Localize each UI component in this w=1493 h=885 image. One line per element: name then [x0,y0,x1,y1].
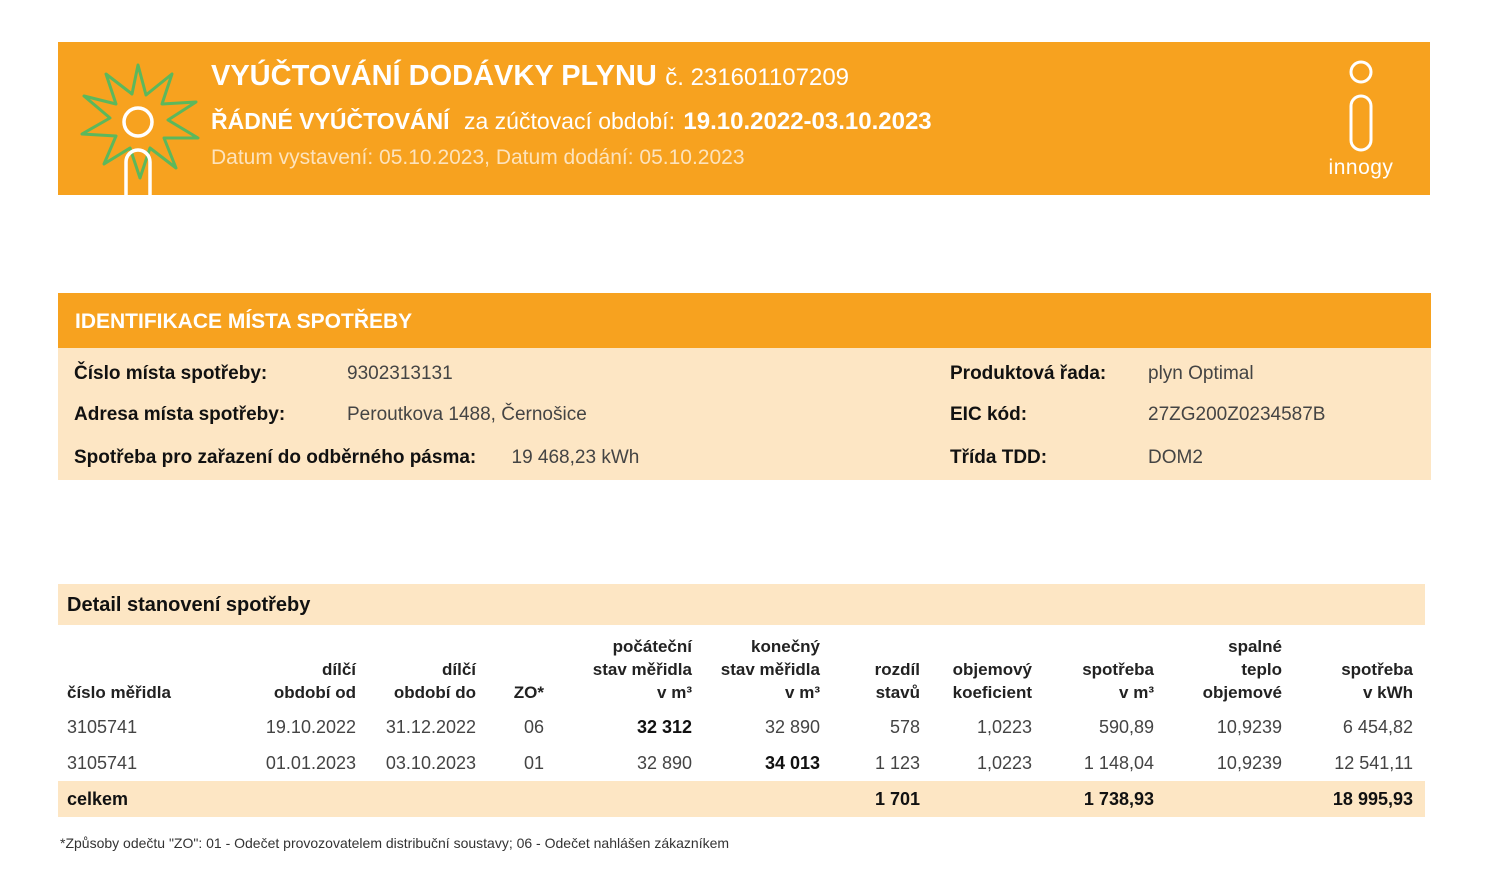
empty-cell [476,781,544,817]
eic-code: 27ZG200Z0234587B [1148,404,1326,425]
reading-difference: 1 123 [874,752,920,773]
empty-cell [692,781,820,817]
invoice-header [58,42,1430,195]
start-reading: 32 890 [636,752,692,773]
reading-difference: 578 [889,716,920,737]
consumption-table [58,625,1425,817]
meter-number: 3105741 [67,752,138,773]
consumption-m3: 590,89 [1098,716,1154,737]
field-label: Produktová řada: [950,363,1107,384]
identification-heading: IDENTIFIKACE MÍSTA SPOTŘEBY [58,293,1431,348]
consumption-point-address: Peroutkova 1488, Černošice [347,404,587,425]
col-volume-coefficient: objemový koeficient [952,660,1032,702]
consumption-point-identification [58,293,1431,480]
period-from: 19.10.2022 [265,716,356,737]
brand-name: innogy [1328,156,1394,179]
field-label: Adresa místa spotřeby: [74,404,286,425]
col-consumption-kwh: spotřeba v kWh [1341,660,1413,702]
field-label: Číslo místa spotřeby: [74,363,268,384]
tdd-class: DOM2 [1148,447,1203,468]
total-row [58,781,1425,817]
reading-method: 01 [523,752,544,773]
table-header-row [58,625,1425,709]
total-consumption-m3: 1 738,93 [1032,781,1154,817]
consumption-kwh: 12 541,11 [1334,752,1413,773]
col-end-reading: konečný stav měřidla v m³ [720,637,820,702]
end-reading: 32 890 [764,716,820,737]
col-start-reading: počáteční stav měřidla v m³ [592,637,692,702]
period-from: 01.01.2023 [265,752,356,773]
empty-cell [920,781,1032,817]
col-consumption-m3: spotřeba v m³ [1082,660,1154,702]
billing-period: 19.10.2022-03.10.2023 [683,108,932,135]
table-row [58,709,1425,745]
meter-number: 3105741 [67,716,138,737]
empty-cell [1154,781,1282,817]
total-consumption-kwh: 18 995,93 [1282,781,1425,817]
col-period-from: dílčí období od [273,660,356,702]
consumption-point-address-row [74,404,587,426]
period-to: 03.10.2023 [385,752,476,773]
field-label: Spotřeba pro zařazení do odběrného pásma: [74,447,477,468]
empty-cell [356,781,476,817]
consumption-kwh: 6 454,82 [1342,716,1413,737]
col-gross-calorific-value: spalné teplo objemové [1202,637,1282,702]
innogy-logo [1320,58,1402,178]
document-title: VYÚČTOVÁNÍ DODÁVKY PLYNU [211,60,657,92]
col-period-to: dílčí období do [393,660,476,702]
col-reading-difference: rozdíl stavů [874,660,920,702]
field-label: EIC kód: [950,404,1028,425]
period-label: za zúčtovací období: [464,108,675,134]
reading-method: 06 [523,716,544,737]
invoice-number: č. 231601107209 [665,64,850,91]
consumption-band-value: 19 468,23 kWh [511,447,640,468]
consumption-band-row [74,447,639,469]
gross-calorific-value: 10,9239 [1216,716,1282,737]
consumption-m3: 1 148,04 [1083,752,1154,773]
total-difference: 1 701 [820,781,920,817]
col-reading-method: ZO* [513,683,544,702]
consumption-point-number: 9302313131 [347,363,453,384]
consumption-point-number-row [74,363,453,385]
volume-coefficient: 1,0223 [976,752,1032,773]
empty-cell [208,781,356,817]
start-reading: 32 312 [636,716,692,737]
detail-heading: Detail stanovení spotřeby [58,584,1425,625]
volume-coefficient: 1,0223 [976,716,1032,737]
billing-type: ŘÁDNÉ VYÚČTOVÁNÍ [211,108,450,134]
field-label: Třída TDD: [950,447,1048,468]
end-reading: 34 013 [764,752,820,773]
innogy-i-icon [1341,58,1381,154]
issue-dates: Datum vystavení: 05.10.2023, Datum dodání: 05.10.2023 [211,146,745,169]
product-line: plyn Optimal [1148,363,1254,384]
sun-logo-icon [76,60,200,195]
title-line [211,60,849,93]
eic-code-row [950,404,1326,426]
total-label: celkem [58,781,208,817]
period-to: 31.12.2022 [385,716,476,737]
consumption-detail [58,584,1425,817]
subtitle-line [211,108,932,136]
product-line-row [950,363,1254,385]
empty-cell [544,781,692,817]
tdd-class-row [950,447,1203,469]
gross-calorific-value: 10,9239 [1216,752,1282,773]
col-meter-number: číslo měřidla [67,683,171,702]
reading-method-footnote: *Způsoby odečtu "ZO": 01 - Odečet provozovatelem distribuční soustavy; 06 - Odečet nahlášen zákazníkem [60,835,730,851]
table-row [58,745,1425,781]
